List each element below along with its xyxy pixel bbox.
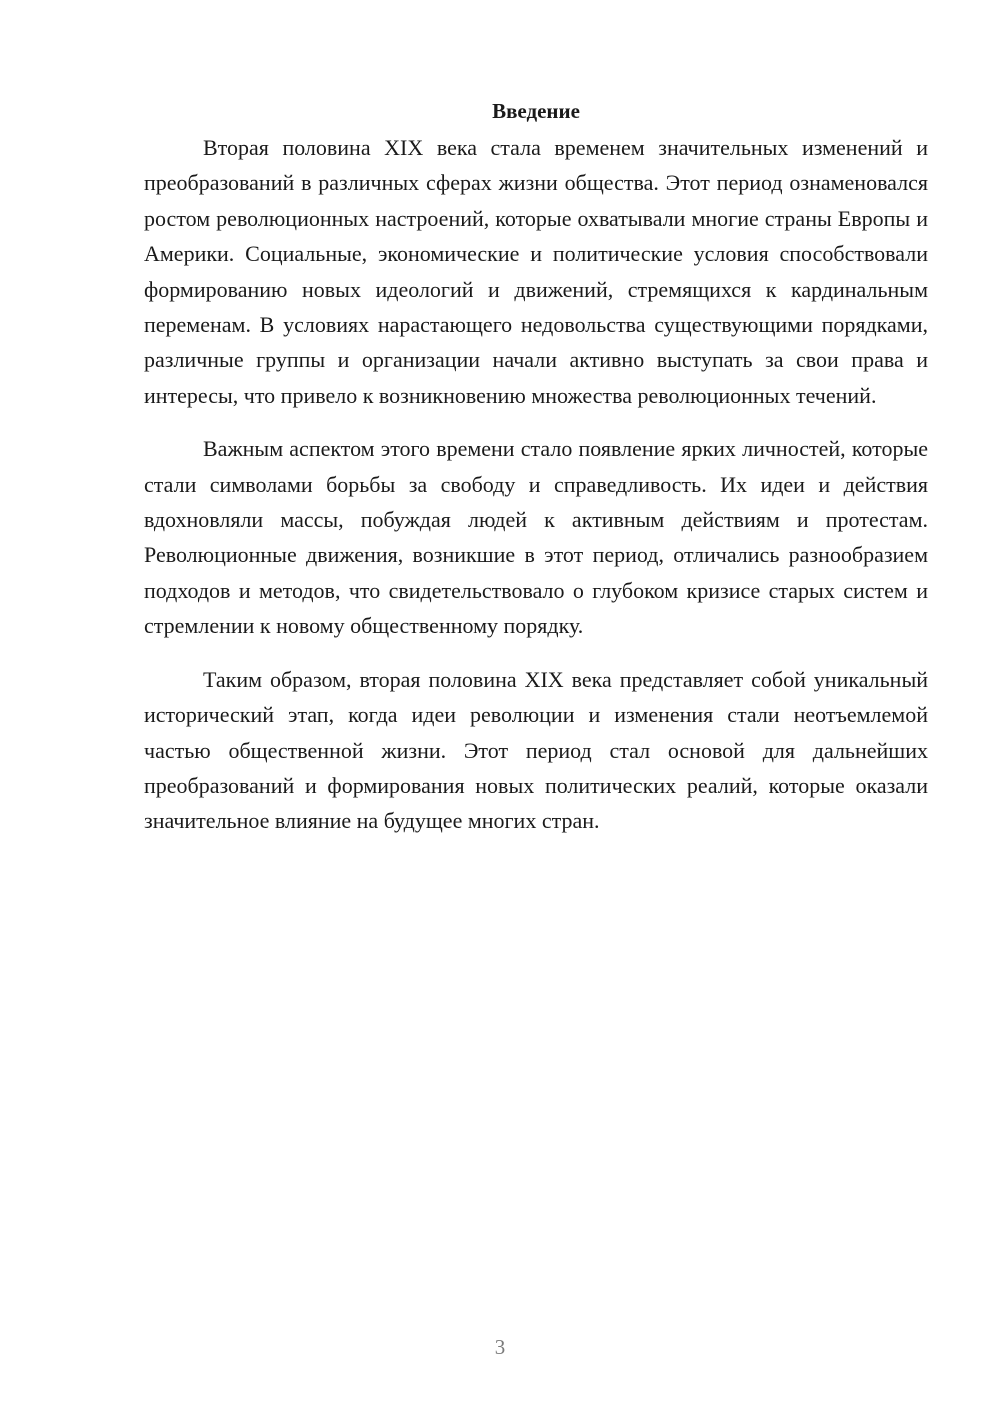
section-heading: Введение xyxy=(492,99,580,123)
paragraph-1: Вторая половина XIX века стала временем значительных изменений и преобразований в различных сферах жизни общества. Этот период ознаменовался ростом революционных настроений, которые охватывали многие страны Европы и Америки. Социальные, экономические и политические условия способствовали формированию новых идеологий и движений, стремящихся к кардинальным переменам. В условиях нарастающего недовольства существующими порядками, различные группы и организации начали активно выступать за свои права и интересы, что привело к возникновению множества революционных течений. xyxy=(144,135,928,408)
paragraph-3: Таким образом, вторая половина XIX века представляет собой уникальный исторический этап, когда идеи революции и изменения стали неотъемлемой частью общественной жизни. Этот период стал основой для дальнейших преобразований и формирования новых политических реалий, которые оказали значительное влияние на будущее многих стран. xyxy=(144,666,928,834)
paragraph-2: Важным аспектом этого времени стало появление ярких личностей, которые стали символами борьбы за свободу и справедливость. Их идеи и действия вдохновляли массы, побуждая людей к активным действиям и протестам. Революционные движения, возникшие в этот период, отличались разнообразием подходов и методов, что свидетельствовало о глубоком кризисе старых систем и стремлении к новому общественному порядку. xyxy=(144,436,928,639)
page-content xyxy=(144,96,928,857)
page-number: 3 xyxy=(494,1335,506,1359)
